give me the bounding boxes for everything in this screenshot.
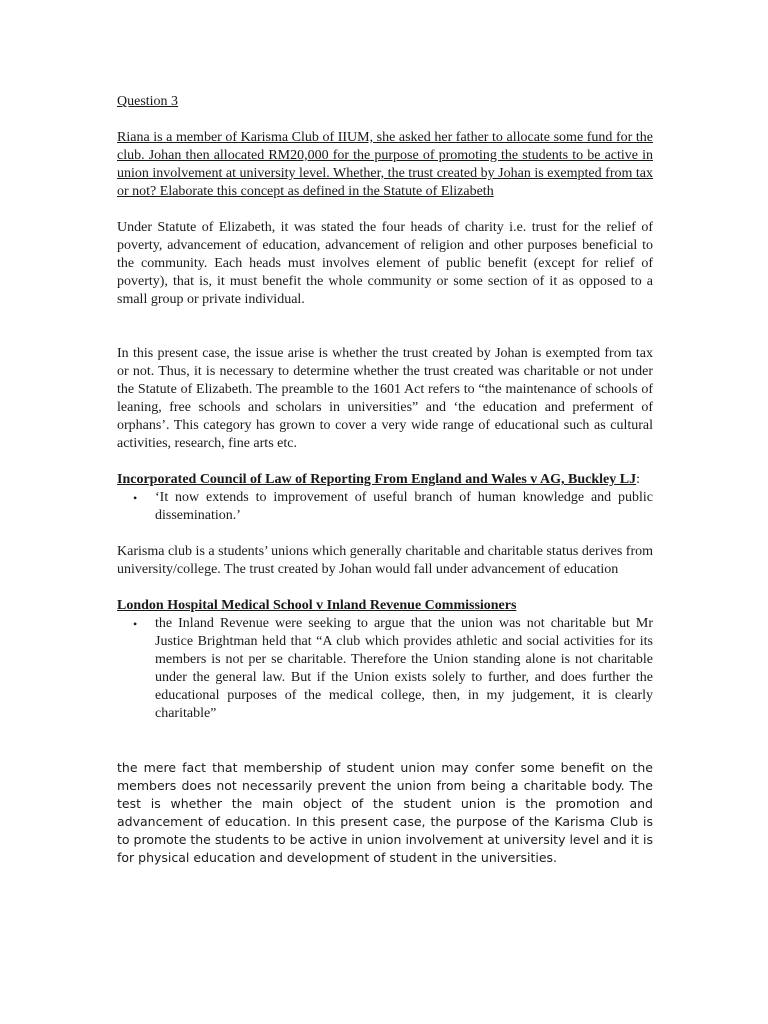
case-1-bullet-list: [117, 489, 653, 525]
list-item: [133, 489, 653, 525]
paragraph-conclusion: the mere fact that membership of student union may confer some benefit on the members does not necessarily prevent the union from being a charitable body. The test is whether the main object of the student union is the promotion and advancement of education. In this present case, the purpose of the Karisma Club is to promote the students to be active in union involvement at university level and it is for physical education and development of student in the universities.: [117, 760, 653, 865]
case-heading-colon: :: [636, 472, 640, 487]
question-title: Question 3: [117, 94, 179, 109]
case-heading-text: London Hospital Medical School v Inland Revenue Commissioners: [117, 598, 517, 613]
paragraph-heads-of-charity: Under Statute of Elizabeth, it was stated the four heads of charity i.e. trust for the relief of poverty, advancement of education, advancement of religion and other purposes beneficial to the community. Each heads must involves element of public benefit (except for relief of poverty), that is, it must benefit the whole community or some section of it as opposed to a small group or private individual.: [117, 220, 653, 307]
case-heading-incorporated-council: [117, 471, 653, 489]
bullet-icon: •: [133, 617, 138, 631]
bullet-text: the Inland Revenue were seeking to argue that the union was not charitable but Mr Justice Brightman held that “A club which provides athletic and social activities for its members is not per se charitable. Therefore the Union standing alone is not charitable under the general law. But if the Union exists solely to further, and does further the educational purposes of the medical college, then, in my judgement, it is clearly charitable”: [155, 616, 653, 721]
list-item: [133, 615, 653, 723]
question-text: Riana is a member of Karisma Club of IIUM, she asked her father to allocate some fund for the club. Johan then allocated RM20,000 for the purpose of promoting the students to be active in union involvement at university level. Whether, the trust created by Johan is exempted from tax or not? Elaborate this concept as defined in the Statute of Elizabeth: [117, 130, 653, 199]
bullet-icon: •: [133, 491, 138, 505]
case-2-bullet-list: [117, 615, 653, 723]
paragraph-issue: In this present case, the issue arise is whether the trust created by Johan is exempted from tax or not. Thus, it is necessary to determine whether the trust created was charitable or not under the Statute of Elizabeth. The preamble to the 1601 Act refers to “the maintenance of schools of leaning, free schools and scholars in universities” and ‘the education and preferment of orphans’. This category has grown to cover a very wide range of educational such as cultural activities, research, fine arts etc.: [117, 346, 653, 451]
case-heading-text: Incorporated Council of Law of Reporting From England and Wales v AG, Buckley LJ: [117, 472, 637, 487]
case-heading-london-hospital: [117, 597, 653, 615]
paragraph-karisma-club: Karisma club is a students’ unions which generally charitable and charitable status derives from university/college. The trust created by Johan would fall under advancement of education: [117, 544, 653, 577]
bullet-text: ‘It now extends to improvement of useful branch of human knowledge and public dissemination.’: [155, 490, 653, 523]
